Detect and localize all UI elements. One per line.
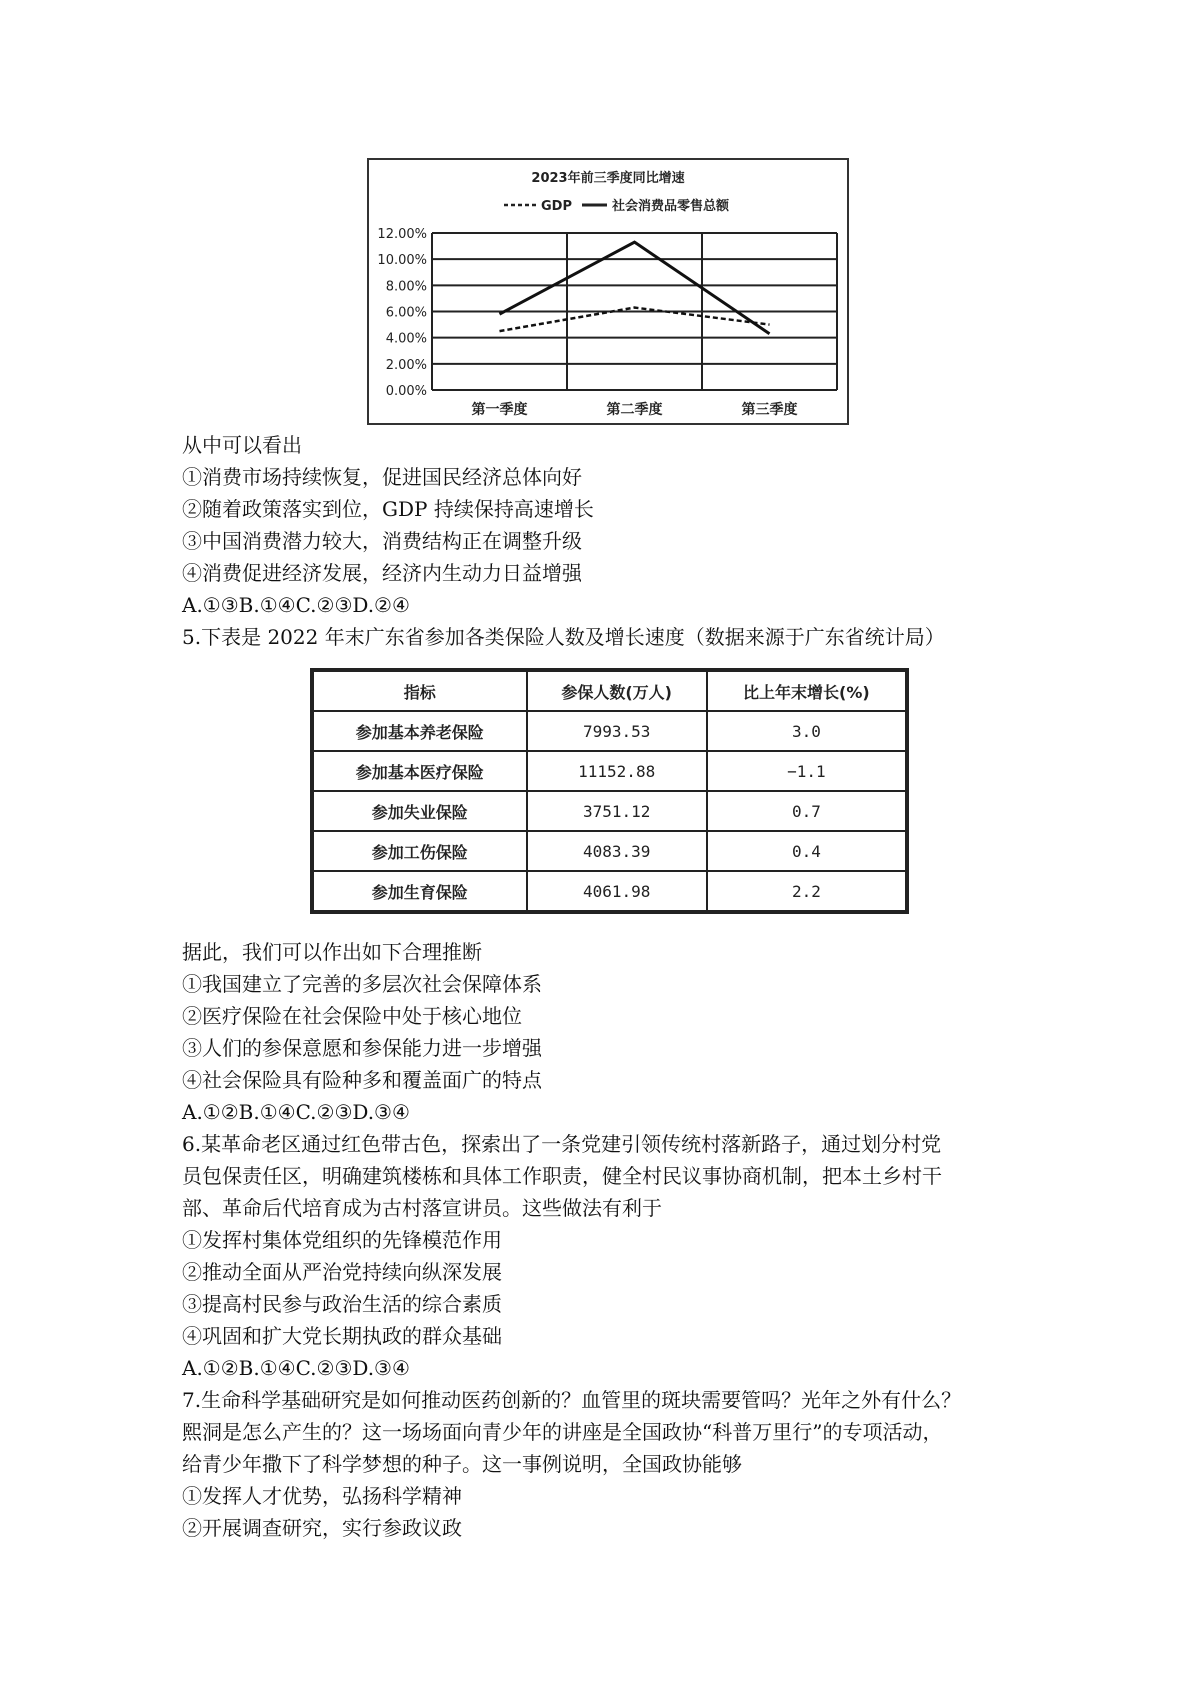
chart-title: 2023年前三季度同比增速 xyxy=(531,171,685,186)
answer-choices: A.①②B.①④C.②③D.③④ xyxy=(182,1100,410,1124)
option-1: ①发挥人才优势，弘扬科学精神 xyxy=(182,1484,462,1508)
table-cell: 3.0 xyxy=(707,711,906,751)
table-cell: 参加基本养老保险 xyxy=(313,711,527,751)
answer-choices: A.①③B.①④C.②③D.②④ xyxy=(182,593,410,617)
question-7-stem-line: 给青少年撒下了科学梦想的种子。这一事例说明，全国政协能够 xyxy=(182,1452,742,1476)
table-cell: 4061.98 xyxy=(527,871,707,911)
question-5-stem: 5.下表是 2022 年末广东省参加各类保险人数及增长速度（数据来源于广东省统计局） xyxy=(182,625,945,649)
option-3: ③提高村民参与政治生活的综合素质 xyxy=(182,1292,502,1316)
option-3: ③中国消费潜力较大，消费结构正在调整升级 xyxy=(182,529,582,553)
table-cell: 参加工伤保险 xyxy=(313,831,527,871)
option-1: ①发挥村集体党组织的先锋模范作用 xyxy=(182,1228,502,1252)
legend-label: 社会消费品零售总额 xyxy=(612,199,730,214)
question-4 xyxy=(182,429,1062,653)
question-7-stem-line: 7.生命科学基础研究是如何推动医药创新的？血管里的斑块需要管吗？光年之外有什么？ xyxy=(182,1388,962,1412)
insurance-table-wrap xyxy=(312,670,907,911)
question-5-6-7 xyxy=(182,936,1062,1544)
table-row xyxy=(313,711,906,751)
chart-svg xyxy=(369,160,847,423)
table-header: 比上年末增长(%) xyxy=(707,671,906,711)
table-cell: 0.7 xyxy=(707,791,906,831)
option-2: ②医疗保险在社会保险中处于核心地位 xyxy=(182,1004,522,1028)
table-row xyxy=(313,831,906,871)
option-1: ①我国建立了完善的多层次社会保障体系 xyxy=(182,972,542,996)
answer-choices: A.①②B.①④C.②③D.③④ xyxy=(182,1356,410,1380)
question-lead: 据此，我们可以作出如下合理推断 xyxy=(182,940,482,964)
question-6-stem-line: 部、革命后代培育成为古村落宣讲员。这些做法有利于 xyxy=(182,1196,662,1220)
table-row xyxy=(313,751,906,791)
option-2: ②开展调查研究，实行参政议政 xyxy=(182,1516,462,1540)
question-7-stem-line: 熙洞是怎么产生的？这一场场面向青少年的讲座是全国政协“科普万里行”的专项活动， xyxy=(182,1420,943,1444)
table-cell: 7993.53 xyxy=(527,711,707,751)
table-cell: −1.1 xyxy=(707,751,906,791)
option-1: ①消费市场持续恢复，促进国民经济总体向好 xyxy=(182,465,582,489)
y-tick-label: 2.00% xyxy=(385,357,427,373)
table-row xyxy=(313,791,906,831)
table-cell: 11152.88 xyxy=(527,751,707,791)
option-4: ④消费促进经济发展，经济内生动力日益增强 xyxy=(182,561,582,585)
y-tick-label: 12.00% xyxy=(377,227,427,242)
option-2: ②随着政策落实到位，GDP 持续保持高速增长 xyxy=(182,497,594,521)
x-tick-label: 第一季度 xyxy=(471,402,528,418)
option-4: ④巩固和扩大党长期执政的群众基础 xyxy=(182,1324,502,1348)
table-cell: 4083.39 xyxy=(527,831,707,871)
table-row xyxy=(313,871,906,911)
growth-rate-chart xyxy=(367,158,849,425)
table-cell: 3751.12 xyxy=(527,791,707,831)
question-stem: 从中可以看出 xyxy=(182,433,302,457)
x-tick-label: 第三季度 xyxy=(741,402,798,418)
question-6-stem-line: 员包保责任区，明确建筑楼栋和具体工作职责，健全村民议事协商机制，把本土乡村干 xyxy=(182,1164,942,1188)
table-cell: 2.2 xyxy=(707,871,906,911)
legend-label: GDP xyxy=(541,199,572,214)
option-2: ②推动全面从严治党持续向纵深发展 xyxy=(182,1260,502,1284)
option-4: ④社会保险具有险种多和覆盖面广的特点 xyxy=(182,1068,542,1092)
y-tick-label: 4.00% xyxy=(385,331,427,347)
x-tick-label: 第二季度 xyxy=(606,402,663,418)
insurance-table xyxy=(312,670,907,912)
option-3: ③人们的参保意愿和参保能力进一步增强 xyxy=(182,1036,542,1060)
y-tick-label: 8.00% xyxy=(385,279,427,295)
table-cell: 参加基本医疗保险 xyxy=(313,751,527,791)
table-header: 参保人数(万人) xyxy=(527,671,707,711)
y-tick-label: 10.00% xyxy=(377,253,427,269)
question-6-stem-line: 6.某革命老区通过红色带古色，探索出了一条党建引领传统村落新路子，通过划分村党 xyxy=(182,1132,942,1156)
y-tick-label: 6.00% xyxy=(385,305,427,321)
table-header: 指标 xyxy=(313,671,527,711)
table-cell: 0.4 xyxy=(707,831,906,871)
table-header-row xyxy=(313,671,906,711)
table-cell: 参加生育保险 xyxy=(313,871,527,911)
y-tick-label: 0.00% xyxy=(385,384,427,399)
table-cell: 参加失业保险 xyxy=(313,791,527,831)
